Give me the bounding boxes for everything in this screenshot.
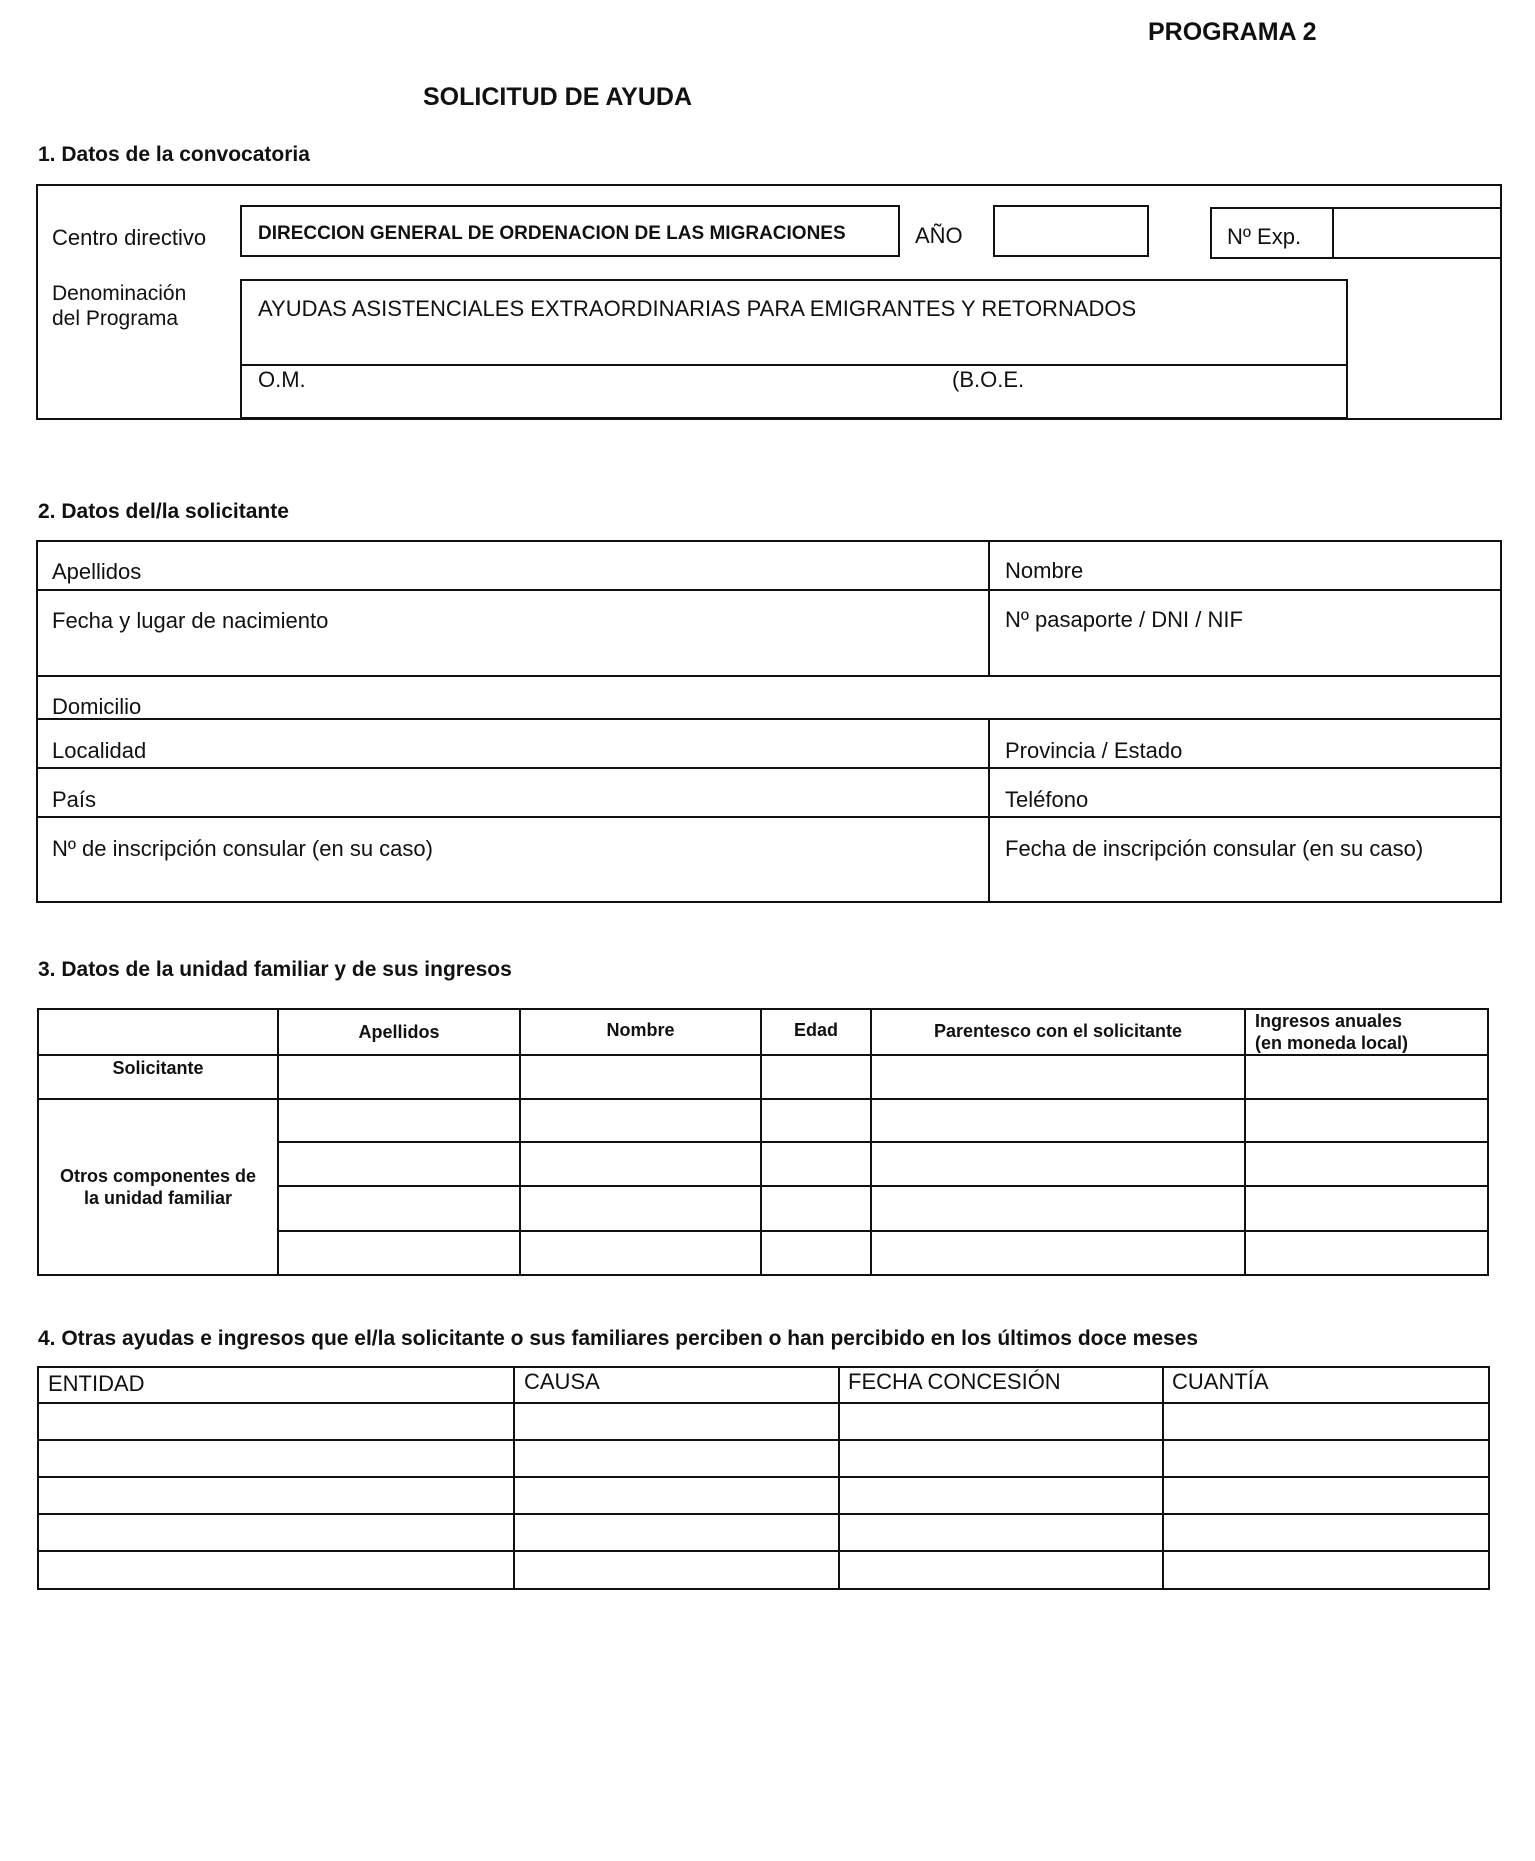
page-title: SOLICITUD DE AYUDA <box>423 83 693 111</box>
om-label: O.M. <box>258 367 306 392</box>
program-number: PROGRAMA 2 <box>1148 18 1317 46</box>
denominacion-value: AYUDAS ASISTENCIALES EXTRAORDINARIAS PARA EMIGRANTES Y RETORNADOS <box>258 296 1137 321</box>
centro-directivo-value: DIRECCION GENERAL DE ORDENACION DE LAS MIGRACIONES <box>258 223 846 244</box>
section-3-heading: 3. Datos de la unidad familiar y de sus ingresos <box>38 958 512 981</box>
localidad-field[interactable]: Localidad <box>52 738 147 763</box>
programa-label: del Programa <box>52 307 179 330</box>
col-apellidos: Apellidos <box>358 1022 440 1042</box>
row-otros-line1: Otros componentes de <box>59 1166 257 1186</box>
col-nombre: Nombre <box>606 1020 675 1040</box>
col-cuantia: CUANTÍA <box>1172 1369 1269 1394</box>
col-parentesco: Parentesco con el solicitante <box>933 1021 1183 1041</box>
ano-label: AÑO <box>915 223 963 248</box>
col-fecha-concesion: FECHA CONCESIÓN <box>848 1369 1061 1394</box>
inscripcion-consular-field[interactable]: Nº de inscripción consular (en su caso) <box>52 836 433 861</box>
section-1-heading: 1. Datos de la convocatoria <box>38 143 310 166</box>
nombre-field[interactable]: Nombre <box>1005 558 1084 583</box>
fecha-inscripcion-field[interactable]: Fecha de inscripción consular (en su caso) <box>1005 836 1424 861</box>
ano-field[interactable] <box>993 205 1149 257</box>
provincia-field[interactable]: Provincia / Estado <box>1005 738 1183 763</box>
col-ingresos-line1: Ingresos anuales <box>1255 1011 1403 1031</box>
nexp-label: Nº Exp. <box>1227 224 1302 249</box>
col-entidad: ENTIDAD <box>48 1371 145 1396</box>
apellidos-field[interactable]: Apellidos <box>52 559 142 584</box>
col-causa: CAUSA <box>524 1369 600 1394</box>
pasaporte-field[interactable]: Nº pasaporte / DNI / NIF <box>1005 607 1243 632</box>
fecha-lugar-nacimiento-field[interactable]: Fecha y lugar de nacimiento <box>52 608 329 633</box>
col-ingresos-line2: (en moneda local) <box>1255 1033 1409 1053</box>
col-edad: Edad <box>793 1020 838 1040</box>
row-solicitante: Solicitante <box>112 1058 204 1078</box>
boe-label: (B.O.E. <box>952 367 1025 392</box>
section-4-heading: 4. Otras ayudas e ingresos que el/la solicitante o sus familiares perciben o han percibido en los últimos doce meses <box>38 1327 1199 1350</box>
centro-directivo-label: Centro directivo <box>52 225 207 250</box>
pais-field[interactable]: País <box>52 787 97 812</box>
domicilio-field[interactable]: Domicilio <box>52 694 142 719</box>
section-2-heading: 2. Datos del/la solicitante <box>38 500 289 523</box>
telefono-field[interactable]: Teléfono <box>1005 787 1089 812</box>
denominacion-label: Denominación <box>52 282 187 305</box>
row-otros-line2: la unidad familiar <box>83 1188 233 1208</box>
